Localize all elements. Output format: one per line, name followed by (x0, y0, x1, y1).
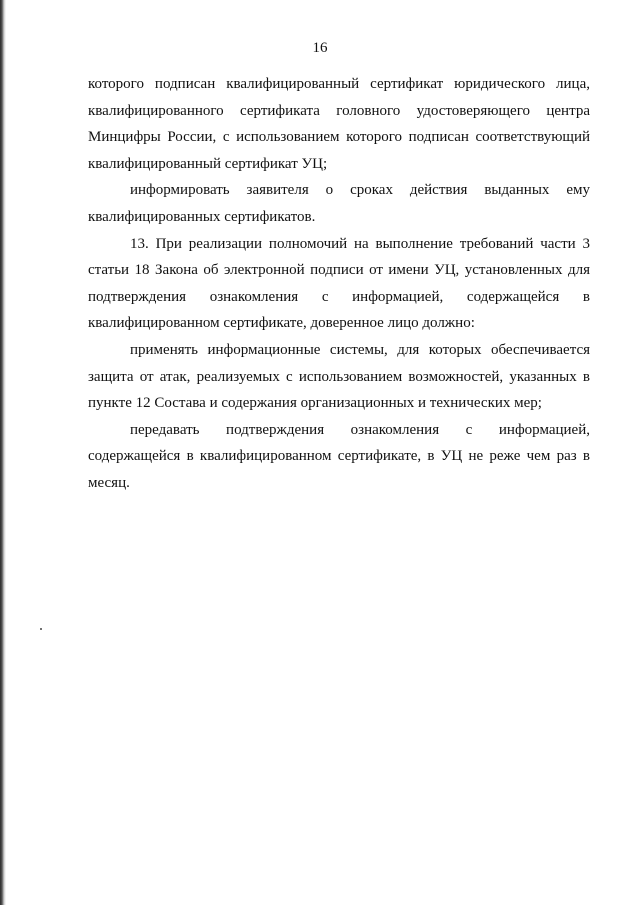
page-number: 16 (312, 40, 328, 56)
paragraph-item-13: 13. При реализации полномочий на выполнение требований части 3 статьи 18 Закона об электронной подписи от имени УЦ, установленных для подтверждения ознакомления с информацией, содержащейся в квалифицированном сертификате, доверенное лицо должно: (88, 235, 590, 332)
scan-edge (0, 0, 6, 905)
paragraph-apply-systems: применять информационные системы, для которых обеспечивается защита от атак, реализуемых с использованием возможностей, указанных в пункте 12 Состава и содержания организационных и технических мер; (88, 341, 590, 412)
paragraph-transfer-confirmations: передавать подтверждения ознакомления с информацией, содержащейся в квалифицированном сертификате, в УЦ не реже чем раз в месяц. (88, 421, 590, 491)
document-body (88, 71, 590, 497)
paragraph-inform-applicant: информировать заявителя о сроках действия выданных ему квалифицированных сертификатов. (88, 182, 590, 225)
scan-speck (40, 628, 42, 630)
paragraph-continuation: которого подписан квалифицированный сертификат юридического лица, квалифицированного сертификата головного удостоверяющего центра Минцифры России, с использованием которого подписан соответствующий квалифицированный сертификат УЦ; (88, 76, 590, 172)
